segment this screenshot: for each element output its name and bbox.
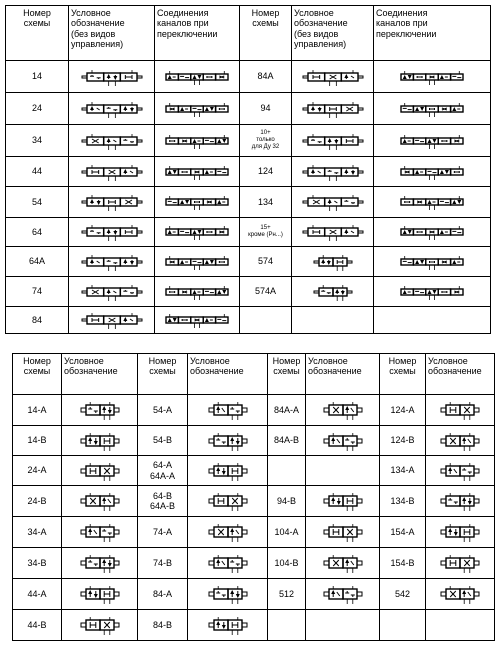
scheme-number: 84A-A <box>268 395 306 426</box>
symbol-cell <box>306 486 380 517</box>
table-row <box>13 579 495 610</box>
valve-symbol-icon <box>323 397 363 423</box>
symbol-cell <box>426 456 495 486</box>
scheme-number: 24-A <box>13 456 62 486</box>
valve-symbol-icon <box>395 221 469 243</box>
symbol-cell <box>62 610 138 641</box>
scheme-number: 14-B <box>13 426 62 456</box>
symbol-cell <box>306 579 380 610</box>
valve-symbol-icon <box>208 550 248 576</box>
schemes-table-1 <box>5 5 491 334</box>
scheme-number: 54 <box>6 187 69 218</box>
symbol-cell <box>188 579 268 610</box>
valve-symbol-icon <box>302 97 364 121</box>
scheme-number: 34-A <box>13 517 62 548</box>
scheme-number: 15+ кроме (Рн...) <box>240 218 292 247</box>
symbol-cell <box>306 548 380 579</box>
valve-symbol-icon <box>160 221 234 243</box>
scheme-number: 14-A <box>13 395 62 426</box>
symbol-cell <box>188 548 268 579</box>
scheme-number: 74-B <box>138 548 188 579</box>
scheme-number: 84-A <box>138 579 188 610</box>
valve-symbol-icon <box>81 129 143 153</box>
table-row <box>13 486 495 517</box>
connections-cell <box>374 277 491 307</box>
table-row <box>6 218 491 247</box>
column-header-symbol: Условное обозначение (без видов управления) <box>69 6 155 61</box>
scheme-number: 512 <box>268 579 306 610</box>
scheme-number: 14 <box>6 61 69 93</box>
valve-symbol-icon <box>208 488 248 514</box>
connections-cell <box>374 61 491 93</box>
scheme-number: 134 <box>240 187 292 218</box>
column-header-scheme: Номер схемы <box>268 354 306 395</box>
symbol-cell <box>306 395 380 426</box>
symbol-cell <box>188 486 268 517</box>
connections-cell <box>374 247 491 277</box>
valve-symbol-icon <box>80 581 120 607</box>
scheme-number: 542 <box>380 579 426 610</box>
symbol-cell <box>426 395 495 426</box>
symbol-cell <box>69 61 155 93</box>
valve-symbol-icon <box>302 190 364 214</box>
symbol-cell <box>188 426 268 456</box>
symbol-cell <box>292 157 374 187</box>
valve-symbol-icon <box>395 130 469 152</box>
valve-symbol-icon <box>440 488 480 514</box>
connections-cell <box>155 277 240 307</box>
symbol-cell <box>292 247 374 277</box>
table-row <box>6 93 491 125</box>
scheme-number: 84A <box>240 61 292 93</box>
column-header-symbol: Условное обозначение <box>188 354 268 395</box>
symbol-cell <box>62 456 138 486</box>
symbol-cell <box>62 395 138 426</box>
valve-symbol-icon <box>81 65 143 89</box>
valve-symbol-icon <box>440 428 480 454</box>
table-row <box>13 548 495 579</box>
valve-symbol-icon <box>208 581 248 607</box>
scheme-number <box>268 456 306 486</box>
valve-symbol-icon <box>323 428 363 454</box>
valve-symbol-icon <box>81 97 143 121</box>
scheme-number: 154-B <box>380 548 426 579</box>
valve-symbol-icon <box>323 550 363 576</box>
scheme-number: 24-B <box>13 486 62 517</box>
connections-cell <box>155 125 240 157</box>
connections-cell <box>374 93 491 125</box>
column-header-scheme: Номер схемы <box>240 6 292 61</box>
valve-symbol-icon <box>81 280 143 304</box>
valve-symbol-icon <box>160 281 234 303</box>
scheme-number: 84A-B <box>268 426 306 456</box>
symbol-cell <box>292 277 374 307</box>
valve-symbol-icon <box>81 220 143 244</box>
valve-symbol-icon <box>208 612 248 638</box>
valve-symbol-icon <box>160 161 234 183</box>
valve-symbol-icon <box>160 98 234 120</box>
scheme-number: 74 <box>6 277 69 307</box>
connections-cell <box>374 307 491 334</box>
symbol-cell <box>188 395 268 426</box>
valve-symbol-icon <box>302 129 364 153</box>
valve-symbol-icon <box>80 550 120 576</box>
valve-symbol-icon <box>160 130 234 152</box>
valve-symbol-icon <box>395 281 469 303</box>
symbol-cell <box>426 548 495 579</box>
valve-symbol-icon <box>440 581 480 607</box>
scheme-number: 574A <box>240 277 292 307</box>
symbol-cell <box>69 93 155 125</box>
symbol-cell <box>306 517 380 548</box>
connections-cell <box>155 247 240 277</box>
table-row <box>13 456 495 486</box>
valve-symbol-icon <box>80 519 120 545</box>
scheme-number: 94 <box>240 93 292 125</box>
scheme-number: 44 <box>6 157 69 187</box>
header-row <box>6 6 491 61</box>
scheme-number <box>380 610 426 641</box>
symbol-cell <box>69 125 155 157</box>
column-header-scheme: Номер схемы <box>6 6 69 61</box>
symbol-cell <box>69 187 155 218</box>
connections-cell <box>374 157 491 187</box>
scheme-number: 124-B <box>380 426 426 456</box>
table-row <box>13 517 495 548</box>
connections-cell <box>374 187 491 218</box>
scheme-number: 104-B <box>268 548 306 579</box>
valve-symbol-icon <box>208 458 248 484</box>
scheme-number: 124 <box>240 157 292 187</box>
valve-symbol-icon <box>80 397 120 423</box>
scheme-number: 64A <box>6 247 69 277</box>
table-row <box>6 187 491 218</box>
connections-cell <box>374 218 491 247</box>
table-row <box>6 157 491 187</box>
table-row <box>6 125 491 157</box>
valve-symbol-icon <box>81 190 143 214</box>
valve-symbol-icon <box>208 397 248 423</box>
scheme-number: 10+ только для Ду 32 <box>240 125 292 157</box>
connections-cell <box>155 218 240 247</box>
valve-symbol-icon <box>323 488 363 514</box>
connections-cell <box>155 61 240 93</box>
symbol-cell <box>69 277 155 307</box>
symbol-cell <box>188 517 268 548</box>
symbol-cell <box>292 61 374 93</box>
scheme-number: 64-B 64A-B <box>138 486 188 517</box>
table-row <box>6 307 491 334</box>
table-row <box>6 277 491 307</box>
valve-symbol-icon <box>81 160 143 184</box>
scheme-number: 64 <box>6 218 69 247</box>
scheme-number: 104-A <box>268 517 306 548</box>
symbol-cell <box>62 486 138 517</box>
valve-symbol-icon <box>440 519 480 545</box>
scheme-number: 134-A <box>380 456 426 486</box>
symbol-cell <box>62 517 138 548</box>
symbol-cell <box>188 610 268 641</box>
schemes-table-2 <box>12 353 495 641</box>
scheme-number: 44-B <box>13 610 62 641</box>
valve-symbol-icon <box>302 220 364 244</box>
scheme-number: 74-A <box>138 517 188 548</box>
valve-symbol-icon <box>302 160 364 184</box>
symbol-cell <box>426 426 495 456</box>
valve-symbol-icon <box>395 161 469 183</box>
symbol-cell <box>426 610 495 641</box>
scheme-number: 574 <box>240 247 292 277</box>
connections-cell <box>155 307 240 334</box>
valve-symbol-icon <box>81 250 143 274</box>
symbol-cell <box>426 517 495 548</box>
valve-symbol-icon <box>208 428 248 454</box>
column-header-connections: Соединения каналов при переключении <box>155 6 240 61</box>
symbol-cell <box>306 426 380 456</box>
symbol-cell <box>188 456 268 486</box>
column-header-scheme: Номер схемы <box>138 354 188 395</box>
connections-cell <box>374 125 491 157</box>
symbol-cell <box>306 610 380 641</box>
valve-symbol-icon <box>80 458 120 484</box>
connections-cell <box>155 93 240 125</box>
valve-symbol-icon <box>208 519 248 545</box>
valve-symbol-icon <box>80 488 120 514</box>
column-header-scheme: Номер схемы <box>380 354 426 395</box>
valve-symbol-icon <box>395 251 469 273</box>
symbol-cell <box>426 579 495 610</box>
valve-symbol-icon <box>81 308 143 332</box>
scheme-number: 84-B <box>138 610 188 641</box>
symbol-cell <box>292 187 374 218</box>
column-header-connections: Соединения каналов при переключении <box>374 6 491 61</box>
valve-symbol-icon <box>323 581 363 607</box>
table-row <box>13 610 495 641</box>
symbol-cell <box>69 218 155 247</box>
scheme-number: 34 <box>6 125 69 157</box>
symbol-cell <box>292 93 374 125</box>
valve-symbol-icon <box>395 191 469 213</box>
scheme-number: 64-A 64A-A <box>138 456 188 486</box>
scheme-number: 24 <box>6 93 69 125</box>
symbol-cell <box>292 307 374 334</box>
symbol-cell <box>62 579 138 610</box>
valve-symbol-icon <box>80 428 120 454</box>
valve-symbol-icon <box>323 519 363 545</box>
valve-symbol-icon <box>313 250 353 274</box>
scheme-number: 54-B <box>138 426 188 456</box>
valve-symbol-icon <box>440 550 480 576</box>
valve-symbol-icon <box>160 191 234 213</box>
symbol-cell <box>62 548 138 579</box>
table-row <box>6 61 491 93</box>
scheme-number: 94-B <box>268 486 306 517</box>
symbol-cell <box>69 307 155 334</box>
table-row <box>13 395 495 426</box>
symbol-cell <box>69 157 155 187</box>
scheme-number: 54-A <box>138 395 188 426</box>
symbol-cell <box>306 456 380 486</box>
valve-symbol-icon <box>395 98 469 120</box>
scheme-number: 124-A <box>380 395 426 426</box>
column-header-symbol: Условное обозначение <box>426 354 495 395</box>
valve-symbol-icon <box>440 397 480 423</box>
column-header-symbol: Условное обозначение <box>306 354 380 395</box>
symbol-cell <box>69 247 155 277</box>
column-header-scheme: Номер схемы <box>13 354 62 395</box>
valve-symbol-icon <box>80 612 120 638</box>
valve-symbol-icon <box>313 280 353 304</box>
valve-symbol-icon <box>440 458 480 484</box>
table-row <box>13 426 495 456</box>
scheme-number: 84 <box>6 307 69 334</box>
column-header-symbol: Условное обозначение <box>62 354 138 395</box>
valve-symbol-icon <box>160 309 234 331</box>
scheme-number: 34-B <box>13 548 62 579</box>
valve-symbol-icon <box>395 66 469 88</box>
valve-symbol-icon <box>160 66 234 88</box>
scheme-number <box>240 307 292 334</box>
valve-symbol-icon <box>302 65 364 89</box>
scheme-number: 154-A <box>380 517 426 548</box>
symbol-cell <box>426 486 495 517</box>
column-header-symbol: Условное обозначение (без видов управления) <box>292 6 374 61</box>
table-row <box>6 247 491 277</box>
connections-cell <box>155 157 240 187</box>
header-row <box>13 354 495 395</box>
valve-symbol-icon <box>160 251 234 273</box>
scheme-number: 134-B <box>380 486 426 517</box>
symbol-cell <box>62 426 138 456</box>
scheme-number: 44-A <box>13 579 62 610</box>
symbol-cell <box>292 125 374 157</box>
symbol-cell <box>292 218 374 247</box>
scheme-number <box>268 610 306 641</box>
connections-cell <box>155 187 240 218</box>
